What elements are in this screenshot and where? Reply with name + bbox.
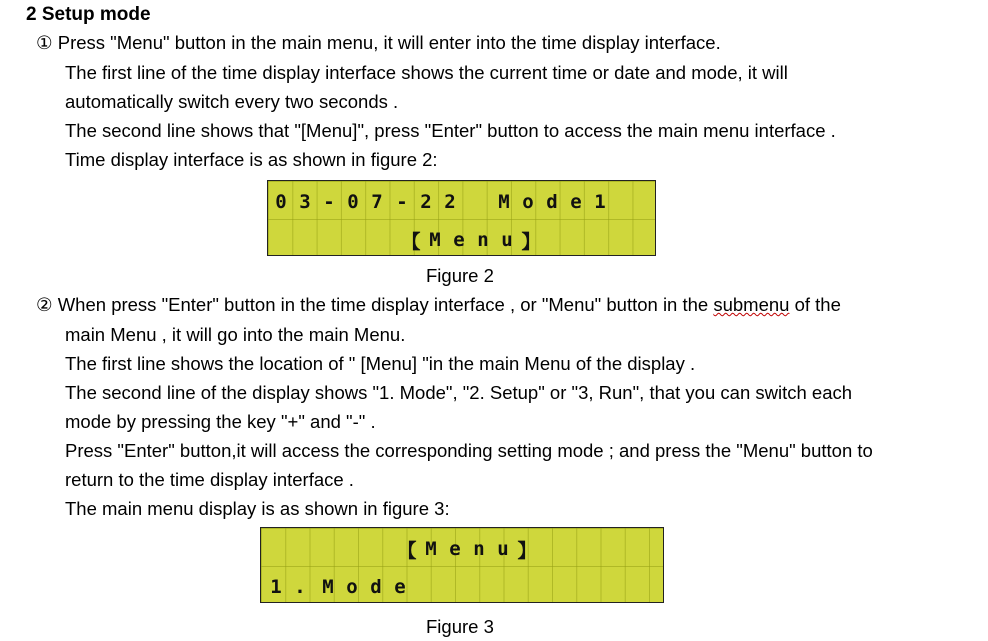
step-2-text-end: of the: [789, 294, 841, 315]
lcd-char: M: [429, 229, 441, 251]
lcd-char: 】: [521, 230, 541, 253]
lcd-char: e: [570, 191, 582, 213]
lcd-char: 【: [397, 539, 417, 562]
lcd-char: 1: [594, 191, 606, 213]
lcd-char: e: [394, 576, 406, 598]
lcd-char: 2: [444, 191, 456, 213]
paragraph-line: mode by pressing the key "+" and "-" .: [65, 411, 376, 432]
lcd-char: e: [449, 538, 461, 560]
paragraph-line: The first line of the time display interface shows the current time or date and mode, it will: [65, 62, 788, 83]
lcd-char: 1: [270, 576, 282, 598]
lcd-char: 【: [401, 230, 421, 253]
paragraph-line: The second line of the display shows "1. Mode", "2. Setup" or "3, Run", that you can switch each: [65, 382, 853, 403]
step-2-text-start: ② When press "Enter" button in the time display interface , or "Menu" button in the: [36, 294, 714, 315]
lcd-char: e: [453, 229, 465, 251]
lcd-char: o: [522, 191, 534, 213]
lcd-char: u: [497, 538, 509, 560]
lcd-char: 】: [517, 539, 537, 562]
submenu-word: submenu: [713, 294, 790, 315]
figure-2-caption: Figure 2: [426, 265, 494, 286]
paragraph-line: The first line shows the location of " [Menu] "in the main Menu of the display .: [65, 353, 696, 374]
lcd-char: d: [546, 191, 558, 213]
lcd-char: n: [477, 229, 489, 251]
paragraph-line: main Menu , it will go into the main Menu.: [65, 324, 406, 345]
paragraph-line: Press "Enter" button,it will access the corresponding setting mode ; and press the "Menu" button to: [65, 440, 873, 461]
paragraph-line: The second line shows that "[Menu]", press "Enter" button to access the main menu interface .: [65, 120, 836, 141]
setup-mode-heading: 2 Setup mode: [26, 4, 151, 25]
lcd-char: 0: [275, 191, 287, 213]
paragraph-line: return to the time display interface .: [65, 469, 354, 490]
lcd-display-figure-2: [267, 180, 656, 256]
paragraph-line: Time display interface is as shown in figure 2:: [65, 149, 438, 170]
lcd-char: 3: [299, 191, 311, 213]
lcd-char: d: [370, 576, 382, 598]
lcd-char: M: [322, 576, 334, 598]
lcd-char: n: [473, 538, 485, 560]
lcd-char: 2: [420, 191, 432, 213]
lcd-char: 0: [347, 191, 359, 213]
lcd-char: 7: [371, 191, 383, 213]
lcd-char: o: [346, 576, 358, 598]
lcd-char: -: [323, 191, 335, 213]
paragraph-line: The main menu display is as shown in figure 3:: [65, 498, 450, 519]
lcd-char: -: [396, 191, 408, 213]
figure-3-caption: Figure 3: [426, 616, 494, 637]
paragraph-line: automatically switch every two seconds .: [65, 91, 399, 112]
lcd-char: .: [294, 576, 306, 598]
step-2-text: [36, 294, 841, 316]
step-1-text: ① Press "Menu" button in the main menu, it will enter into the time display interface.: [36, 32, 721, 53]
lcd-char: u: [501, 229, 513, 251]
lcd-char: M: [498, 191, 510, 213]
lcd-char: M: [425, 538, 437, 560]
lcd-display-figure-3: [260, 527, 664, 603]
